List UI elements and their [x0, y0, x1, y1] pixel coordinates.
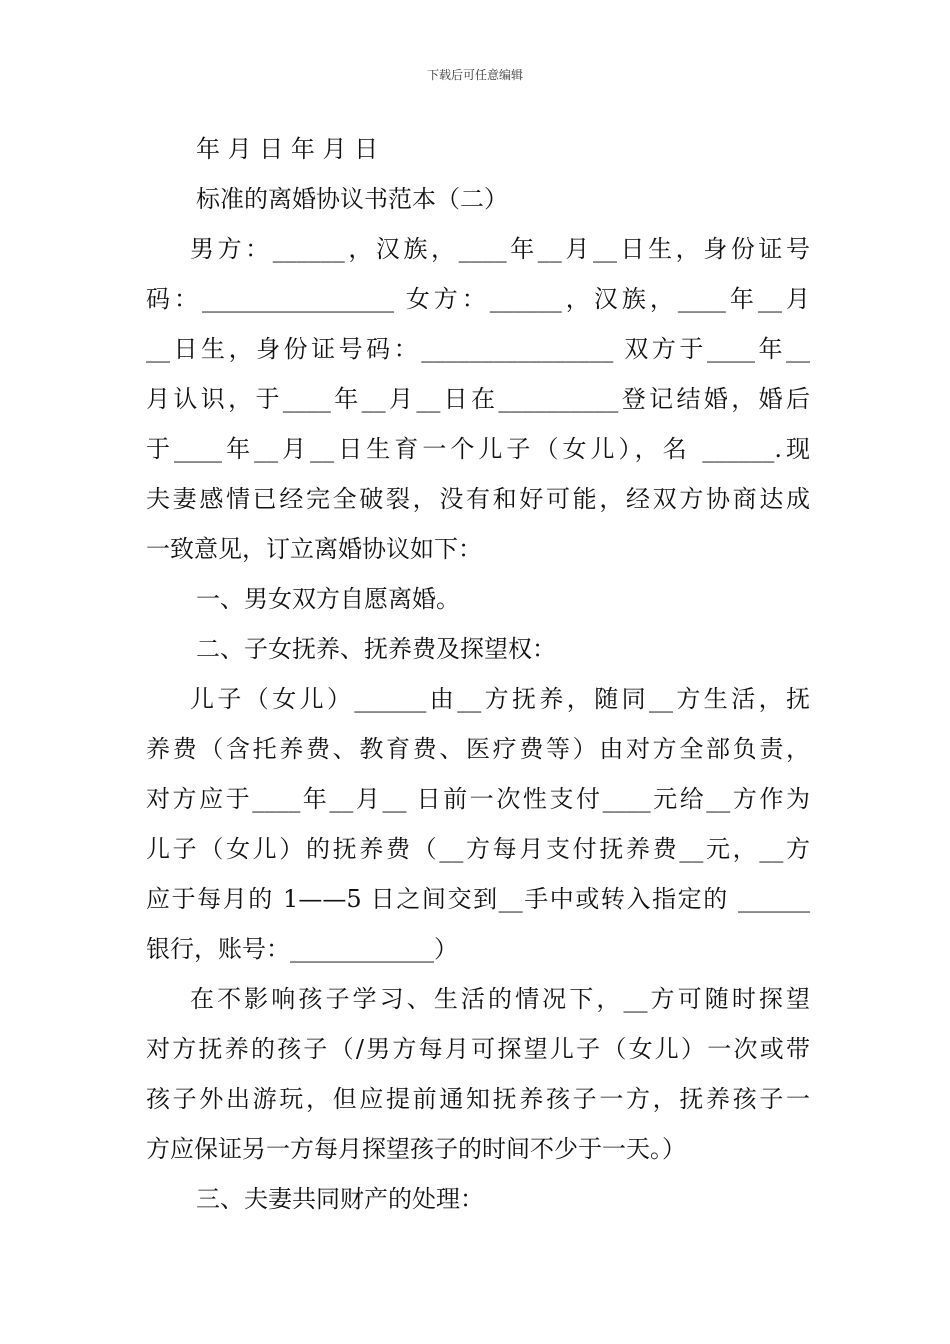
paragraph-line: 银行，账号：____________）	[146, 935, 458, 963]
paragraph-line: 一致意见，订立离婚协议如下：	[146, 535, 482, 563]
paragraph-line: 码：________________ 女方：______，汉族，____年__月	[146, 285, 810, 313]
paragraph-line: __日生，身份证号码：________________ 双方于____年__	[146, 335, 810, 363]
paragraph-line: 方应保证另一方每月探望孩子的时间不少于一天。）	[146, 1135, 686, 1163]
paragraph-line: 养费（含托养费、教育费、医疗费等）由对方全部负责，	[146, 735, 810, 763]
paragraph-line: 对方应于____年__月__ 日前一次性支付____元给__方作为	[146, 785, 810, 813]
paragraph-line: 月认识，于____年__月__日在__________登记结婚，婚后	[146, 385, 810, 413]
paragraph-line: 男方：______，汉族，____年__月__日生，身份证号	[190, 235, 810, 263]
section-heading-2: 二、子女抚养、抚养费及探望权：	[196, 635, 556, 663]
paragraph-line: 对方抚养的孩子（/男方每月可探望儿子（女儿）一次或带	[146, 1035, 810, 1063]
paragraph-line: 于____年__月__日生育一个儿子（女儿），名 ______.现	[146, 435, 810, 463]
date-line: 年 月 日 年 月 日	[196, 135, 379, 163]
paragraph-line: 在不影响孩子学习、生活的情况下，__方可随时探望	[190, 985, 810, 1013]
paragraph-line: 夫妻感情已经完全破裂，没有和好可能，经双方协商达成	[146, 485, 810, 513]
section-heading-1: 一、男女双方自愿离婚。	[196, 585, 460, 613]
page-header-note: 下载后可任意编辑	[426, 68, 523, 82]
section-heading-3: 三、夫妻共同财产的处理：	[196, 1185, 484, 1213]
paragraph-line: 儿子（女儿）______由__方抚养，随同__方生活，抚	[190, 685, 810, 713]
paragraph-line: 应于每月的 1——5 日之间交到__手中或转入指定的 ______	[146, 885, 810, 913]
document-title: 标准的离婚协议书范本（二）	[196, 185, 508, 213]
paragraph-line: 儿子（女儿）的抚养费（__方每月支付抚养费__元，__方	[146, 835, 810, 863]
paragraph-line: 孩子外出游玩，但应提前通知抚养孩子一方，抚养孩子一	[146, 1085, 810, 1113]
